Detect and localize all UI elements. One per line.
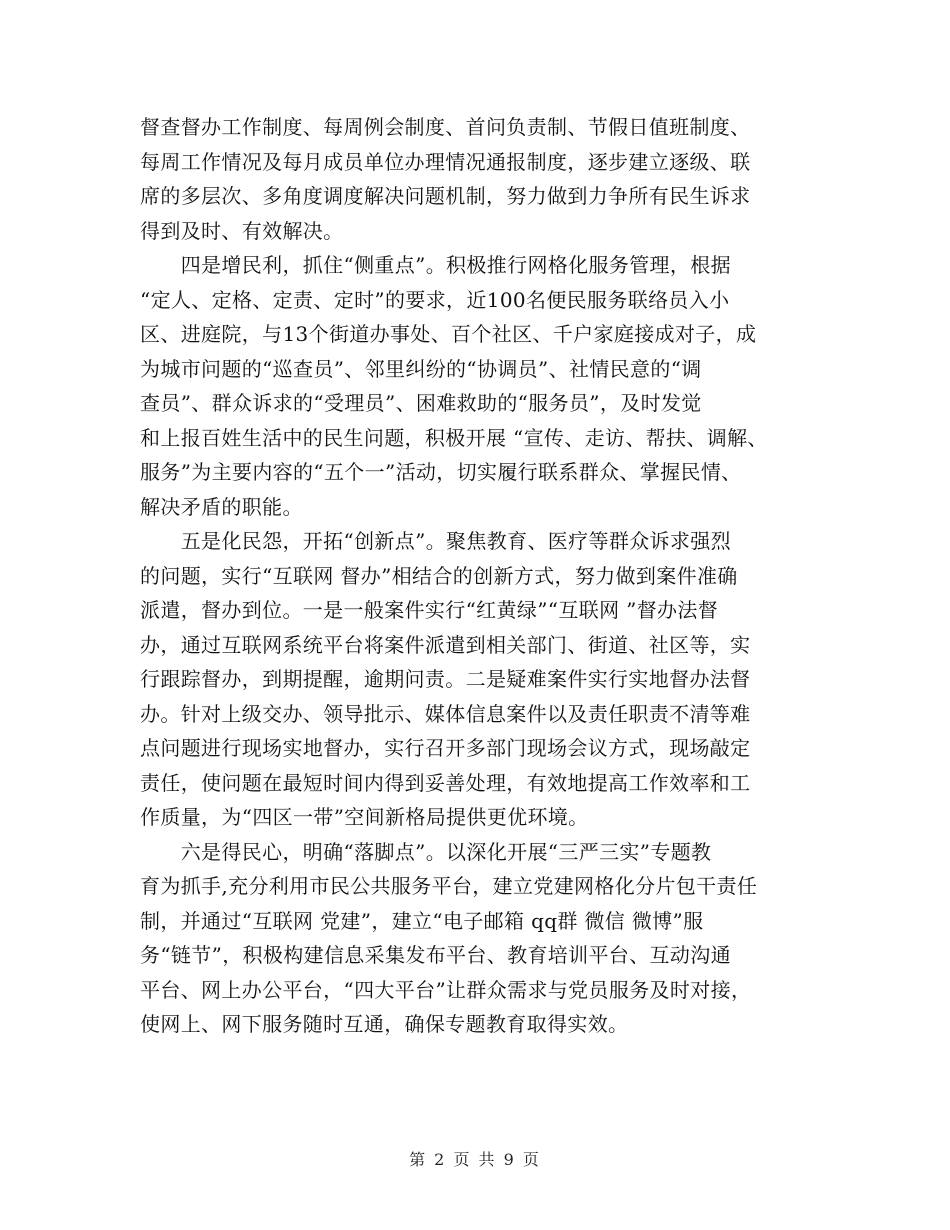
text-line: 平台、网上办公平台，“四大平台”让群众需求与党员服务及时对接，	[140, 977, 752, 1002]
text-line: 席的多层次、多角度调度解决问题机制，努力做到力争所有民生诉求	[140, 184, 751, 208]
text-line: 五是化民怨，开拓“创新点”。聚焦教育、医疗等群众诉求强烈	[140, 529, 731, 553]
text-line: 行跟踪督办，到期提醒，逾期问责。二是疑难案件实行实地督办法督	[140, 667, 751, 691]
text-line: 务“链节”，积极构建信息采集发布平台、教育培训平台、互动沟通	[140, 943, 731, 967]
text-line: 得到及时、有效解决。	[140, 218, 344, 243]
text-line: 育为抓手,充分利用市民公共服务平台，建立党建网格化分片包干责任	[140, 874, 758, 898]
text-line: “定人、定格、定责、定时”的要求，近100名便民服务联络员入小	[140, 287, 730, 312]
text-line: 督查督办工作制度、每周例会制度、首问负责制、节假日值班制度、	[140, 115, 751, 139]
text-line: 为城市问题的“巡查员”、邻里纠纷的“协调员”、社情民意的“调	[140, 356, 702, 381]
text-line: 使网上、网下服务随时互通，确保专题教育取得实效。	[140, 1012, 629, 1036]
text-line: 作质量，为“四区一带”空间新格局提供更优环境。	[140, 805, 589, 829]
text-line: 派遣，督办到位。一是一般案件实行“红黄绿”“互联网 ”督办法督	[140, 598, 719, 622]
text-line: 查员”、群众诉求的“受理员”、困难救助的“服务员”，及时发觉	[140, 391, 702, 415]
text-line: 解决矛盾的职能。	[140, 494, 303, 519]
text-line: 的问题，实行“互联网 督办”相结合的创新方式，努力做到案件准确	[140, 563, 738, 588]
body-text	[140, 110, 820, 1042]
text-line: 责任，使问题在最短时间内得到妥善处理，有效地提高工作效率和工	[140, 770, 751, 795]
text-line: 六是得民心，明确“落脚点”。以深化开展“三严三实”专题教	[140, 839, 712, 864]
text-line: 和上报百姓生活中的民生问题，积极开展 “宣传、走访、帮扶、调解、	[140, 425, 768, 450]
text-line: 办。针对上级交办、领导批示、媒体信息案件以及责任职责不清等难	[140, 701, 751, 726]
text-line: 服务”为主要内容的“五个一”活动，切实履行联系群众、掌握民情、	[140, 460, 742, 484]
text-line: 区、进庭院，与13个街道办事处、百个社区、千户家庭接成对子，成	[140, 322, 757, 346]
text-line: 四是增民利，抓住“侧重点”。积极推行网格化服务管理，根据	[140, 253, 731, 277]
text-line: 制，并通过“互联网 党建”，建立“电子邮箱 qq群 微信 微博”服	[140, 908, 704, 933]
page-number-footer: 第 2 页 共 9 页	[409, 1150, 541, 1169]
text-line: 点问题进行现场实地督办，实行召开多部门现场会议方式，现场敲定	[140, 736, 751, 760]
text-line: 每周工作情况及每月成员单位办理情况通报制度，逐步建立逐级、联	[140, 149, 751, 174]
text-line: 办，通过互联网系统平台将案件派遣到相关部门、街道、社区等，实	[140, 632, 751, 657]
